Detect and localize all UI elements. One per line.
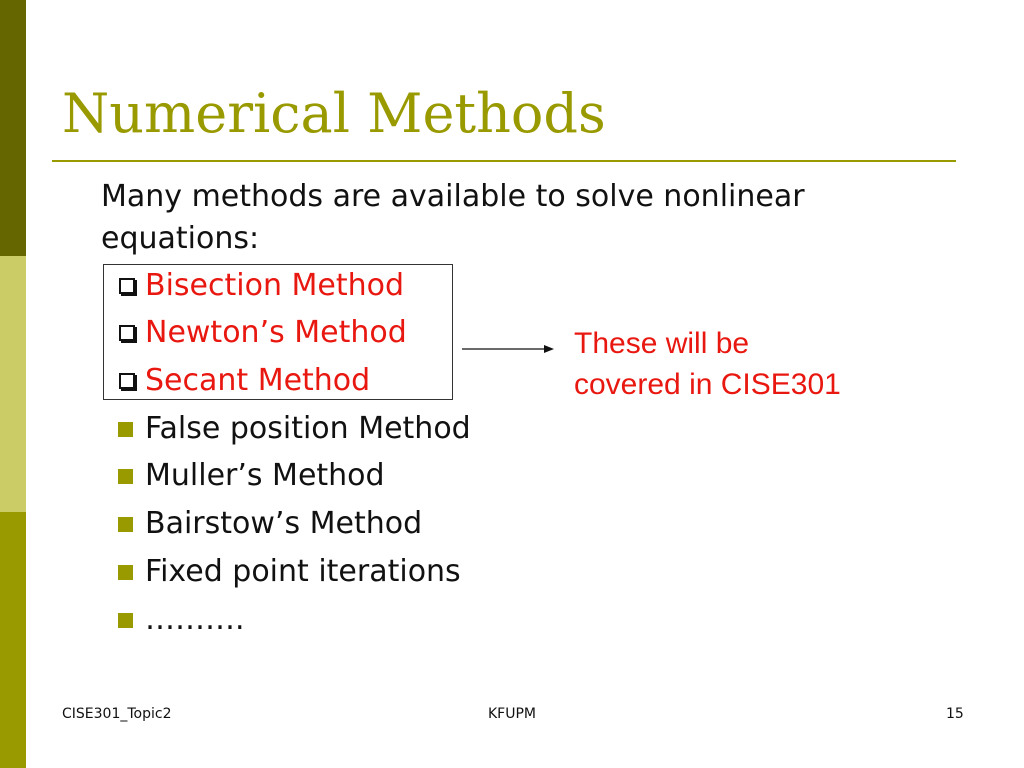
side-strip-bottom — [0, 512, 26, 768]
footer-page-number: 15 — [946, 706, 964, 722]
list-item-label: Newton’s Method — [145, 315, 407, 350]
checkbox-bullet-icon — [119, 373, 135, 389]
list-item-label: Secant Method — [145, 363, 371, 398]
footer-institution: KFUPM — [488, 706, 537, 722]
title-underline — [52, 160, 956, 162]
list-item-label: Fixed point iterations — [145, 554, 461, 589]
slide-title: Numerical Methods — [62, 82, 606, 145]
side-strip-middle — [0, 256, 26, 512]
square-bullet-icon — [118, 613, 133, 628]
list-item-label: ………. — [145, 602, 245, 637]
side-strip-top — [0, 0, 26, 256]
list-item-label: Muller’s Method — [145, 458, 385, 493]
square-bullet-icon — [118, 469, 133, 484]
coverage-note: These will be covered in CISE301 — [574, 327, 841, 401]
checkbox-bullet-icon — [119, 325, 135, 341]
square-bullet-icon — [118, 422, 133, 437]
footer-course: CISE301_Topic2 — [62, 706, 172, 722]
list-item-label: Bairstow’s Method — [145, 506, 423, 541]
intro-text: Many methods are available to solve nonlinear equations: — [101, 179, 805, 256]
square-bullet-icon — [118, 517, 133, 532]
list-item-label: Bisection Method — [145, 268, 405, 303]
arrow-right-icon — [460, 340, 560, 360]
square-bullet-icon — [118, 565, 133, 580]
checkbox-bullet-icon — [119, 278, 135, 294]
list-item-label: False position Method — [145, 411, 471, 446]
